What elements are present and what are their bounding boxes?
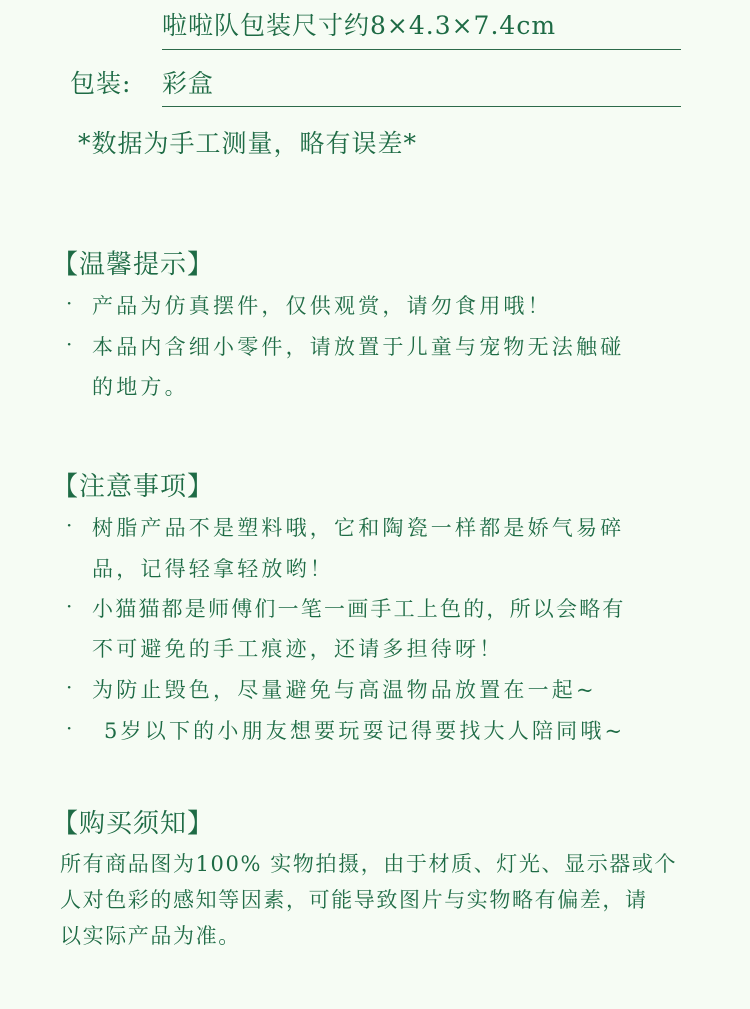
list-item-text: 树脂产品不是塑料哦，它和陶瓷一样都是娇气易碎 (92, 516, 625, 540)
list-item-text-continued: 的地方。 (92, 375, 189, 399)
packaging-label: 包装: (70, 69, 132, 98)
bullet-icon: · (66, 513, 73, 537)
list-item-text-continued: 品，记得轻拿轻放哟！ (92, 557, 334, 581)
packaging-value: 彩盒 (162, 69, 215, 98)
size-underline (162, 49, 681, 50)
list-item-text: 本品内含细小零件，请放置于儿童与宠物无法触碰 (92, 335, 625, 359)
list-item-text: 产品为仿真摆件，仅供观赏，请勿食用哦！ (92, 294, 552, 318)
tips-heading: 【温馨提示】 (52, 250, 215, 280)
bullet-icon: · (66, 332, 73, 356)
measurement-note: *数据为手工测量，略有误差* (78, 129, 418, 158)
packaging-underline (162, 106, 681, 107)
bullet-icon: · (66, 675, 73, 699)
purchase-heading: 【购买须知】 (52, 809, 215, 839)
bullet-icon: · (66, 716, 73, 740)
bullet-icon: · (66, 291, 73, 315)
list-item-text: 5岁以下的小朋友想要玩耍记得要找大人陪同哦~ (104, 719, 626, 743)
list-item-text-continued: 不可避免的手工痕迹，还请多担待呀！ (92, 637, 504, 661)
notes-heading: 【注意事项】 (52, 472, 215, 502)
paragraph-line: 人对色彩的感知等因素，可能导致图片与实物略有偏差，请 (60, 888, 648, 912)
list-item-text: 为防止毁色，尽量避免与高温物品放置在一起~ (92, 678, 597, 702)
list-item-text: 小猫猫都是师傅们一笔一画手工上色的，所以会略有 (92, 597, 626, 621)
size-value: 啦啦队包装尺寸约8×4.3×7.4cm (162, 11, 557, 40)
paragraph-line: 以实际产品为准。 (60, 924, 241, 948)
paragraph-line: 所有商品图为100% 实物拍摄，由于材质、灯光、显示器或个 (60, 852, 678, 876)
bullet-icon: · (66, 594, 73, 618)
